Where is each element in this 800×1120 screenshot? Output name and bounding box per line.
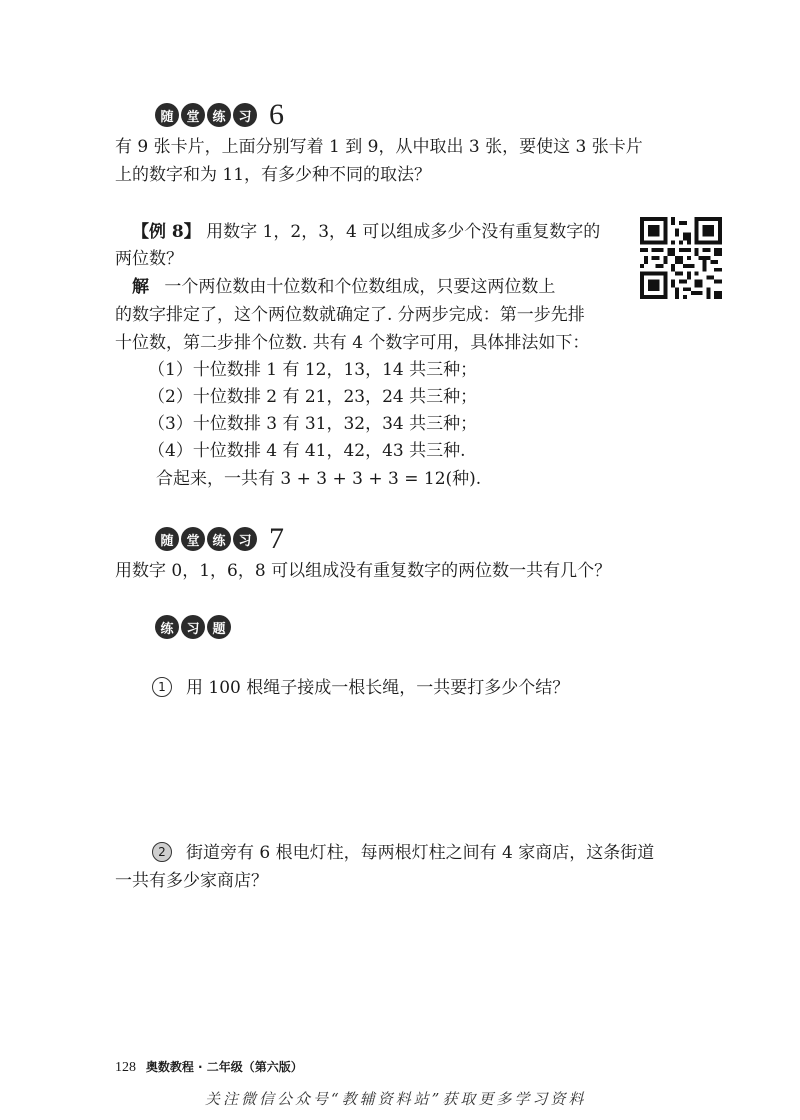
case-line: （3）十位数排 3 有 31，32，34 共三种； (148, 414, 478, 434)
solution-line: 十位数，第二步排个位数. 共有 4 个数字可用，具体排法如下： (115, 333, 590, 353)
practice-6-line-2: 上的数字和为 11，有多少种不同的取法？ (115, 165, 432, 185)
heading-badge: 堂 (181, 103, 205, 127)
example-label: 【例 8】 (132, 222, 201, 242)
exercise-number: 1 (152, 677, 172, 697)
heading-badge: 随 (155, 103, 179, 127)
solution-label: 解 (132, 277, 149, 297)
heading-badge: 题 (207, 615, 231, 639)
solution-text: 一个两位数由十位数和个位数组成，只要这两位数上 (164, 277, 556, 297)
example-8-question (132, 218, 600, 246)
example-question: 用数字 1，2，3，4 可以组成多少个没有重复数字的 (206, 222, 601, 242)
heading-badge: 随 (155, 527, 179, 551)
practice-6-heading (155, 100, 284, 130)
case-line: （4）十位数排 4 有 41，42，43 共三种. (148, 441, 466, 461)
page-number: 128 (115, 1060, 136, 1075)
exercise-1 (152, 674, 569, 702)
exercise-text: 用 100 根绳子接成一根长绳，一共要打多少个结？ (186, 678, 570, 698)
qr-code-icon (640, 217, 722, 299)
case-line: （1）十位数排 1 有 12，13，14 共三种； (148, 360, 478, 380)
practice-6-line-1: 有 9 张卡片，上面分别写着 1 到 9，从中取出 3 张，要使这 3 张卡片 (115, 137, 643, 157)
practice-number: 6 (269, 98, 284, 131)
practice-7-line: 用数字 0，1，6，8 可以组成没有重复数字的两位数一共有几个？ (115, 561, 612, 581)
example-8-question-2: 两位数？ (115, 249, 183, 269)
practice-7-heading (155, 524, 284, 554)
heading-badge: 练 (155, 615, 179, 639)
solution-line: 的数字排定了，这个两位数就确定了. 分两步完成：第一步先排 (115, 305, 585, 325)
heading-badge: 习 (233, 103, 257, 127)
heading-badge: 堂 (181, 527, 205, 551)
watermark-text: 关注微信公众号“教辅资料站”获取更多学习资料 (205, 1090, 587, 1108)
practice-number: 7 (269, 522, 284, 555)
heading-badge: 习 (233, 527, 257, 551)
heading-badge: 练 (207, 103, 231, 127)
exercise-text: 街道旁有 6 根电灯柱，每两根灯柱之间有 4 家商店，这条街道 (186, 843, 655, 863)
case-line: （2）十位数排 2 有 21，23，24 共三种； (148, 387, 478, 407)
heading-badge: 练 (207, 527, 231, 551)
heading-badge: 习 (181, 615, 205, 639)
exercise-2-line-2: 一共有多少家商店？ (115, 871, 268, 891)
book-title: 奥数教程 · 二年级（第六版） (145, 1060, 303, 1074)
exercises-heading (155, 615, 233, 639)
exercise-2 (152, 839, 654, 867)
conclusion-line: 合起来，一共有 3 + 3 + 3 + 3 = 12(种). (156, 469, 482, 489)
example-8-solution-first (132, 273, 555, 301)
exercise-number: 2 (152, 842, 172, 862)
page-footer (115, 1058, 303, 1076)
